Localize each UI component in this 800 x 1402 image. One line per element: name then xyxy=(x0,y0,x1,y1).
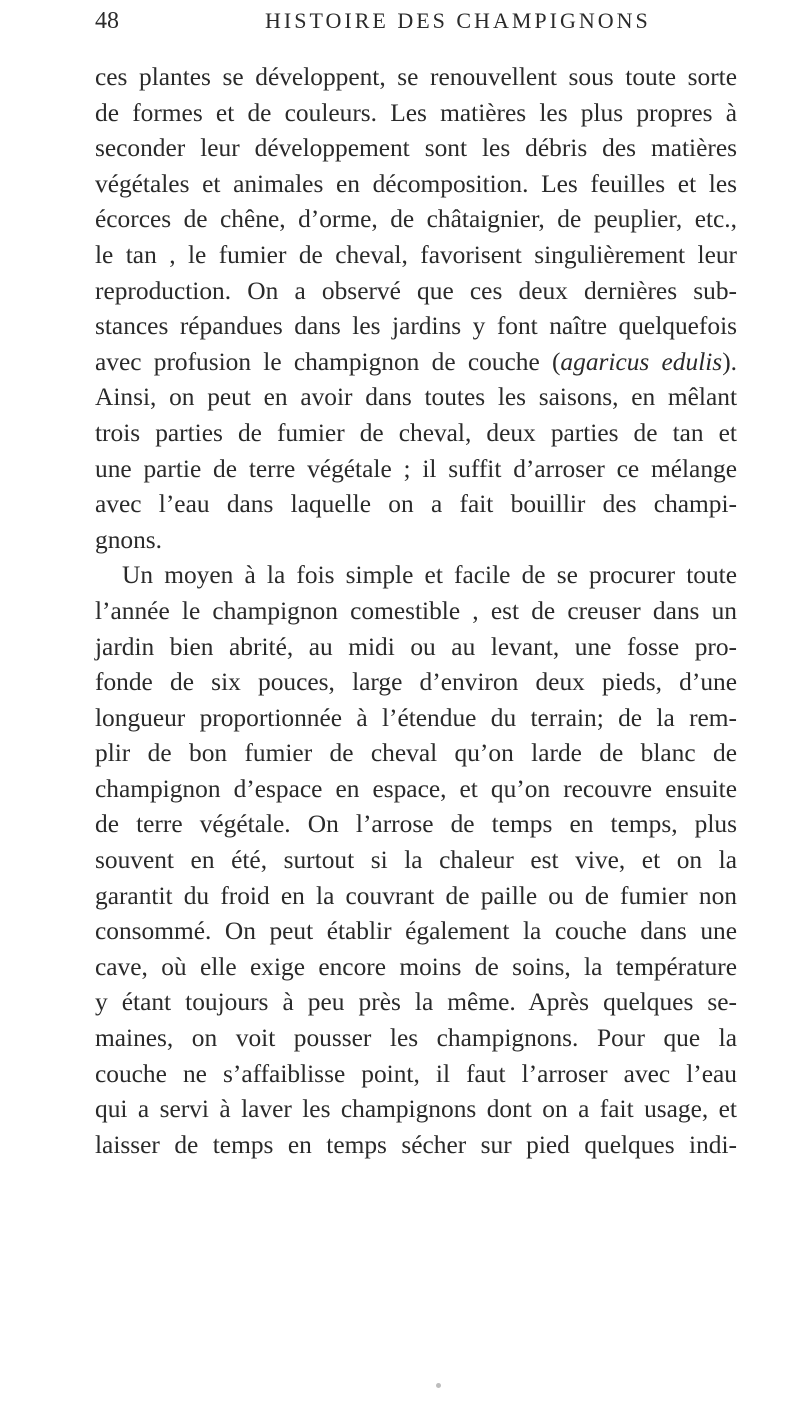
text-line: trois parties de fumier de cheval, deux parties de tan et xyxy=(95,418,737,447)
paragraph-start-line: Un moyen à la fois simple et facile de se procurer toute xyxy=(122,561,737,590)
text-line: le tan , le fumier de cheval, favorisent singulièrement leur xyxy=(95,240,737,269)
text-line: longueur proportionnée à l’étendue du terrain; de la rem- xyxy=(95,703,737,732)
text-line: stances répandues dans les jardins y font naître quelquefois xyxy=(95,312,737,341)
text-line: gnons. xyxy=(95,525,163,554)
text-line: couche ne s’affaiblisse point, il faut l’arroser avec l’eau xyxy=(95,1059,737,1088)
text-line-with-italic: avec profusion le champignon de couche (agaricus edulis). xyxy=(95,347,737,376)
text-line: consommé. On peut établir également la couche dans une xyxy=(95,917,737,946)
text-line: avec l’eau dans laquelle on a fait bouillir des champi- xyxy=(95,490,737,519)
page-header xyxy=(95,8,732,40)
running-title: HISTOIRE DES CHAMPIGNONS xyxy=(265,8,651,33)
text-line: souvent en été, surtout si la chaleur est vive, et on la xyxy=(95,846,737,875)
text-line: seconder leur développement sont les débris des matières xyxy=(95,134,737,163)
italic-species-name: agaricus edulis xyxy=(560,347,723,376)
text-line: végétales et animales en décomposition. Les feuilles et les xyxy=(95,169,737,198)
text-line: ces plantes se développent, se renouvellent sous toute sorte xyxy=(95,63,737,91)
text-line: fonde de six pouces, large d’environ deux pieds, d’une xyxy=(95,668,737,697)
text-line: écorces de chêne, d’orme, de châtaignier, de peuplier, etc., xyxy=(95,205,737,234)
body-text xyxy=(95,60,737,1163)
text-line: garantit du froid en la couvrant de paille ou de fumier non xyxy=(95,881,737,910)
text-line: de formes et de couleurs. Les matières les plus propres à xyxy=(95,98,737,127)
text-line: maines, on voit pousser les champignons. Pour que la xyxy=(95,1024,737,1053)
text-line: laisser de temps en temps sécher sur pied quelques indi- xyxy=(95,1130,737,1159)
text-line: cave, où elle exige encore moins de soins, la température xyxy=(95,952,737,981)
text-line: qui a servi à laver les champignons dont on a fait usage, et xyxy=(95,1095,737,1124)
text-line: plir de bon fumier de cheval qu’on larde de blanc de xyxy=(95,739,737,768)
text-line: une partie de terre végétale ; il suffit d’arroser ce mélange xyxy=(95,454,737,483)
text-line: de terre végétale. On l’arrose de temps en temps, plus xyxy=(95,810,737,839)
text-segment: avec profusion le champignon de couche xyxy=(95,347,540,376)
text-line: y étant toujours à peu près la même. Après quelques se- xyxy=(95,988,737,1017)
page-number: 48 xyxy=(95,8,119,34)
text-line: reproduction. On a observé que ces deux dernières sub- xyxy=(95,276,737,305)
text-line: champignon d’espace en espace, et qu’on recouvre ensuite xyxy=(95,774,737,803)
print-speck xyxy=(436,1383,441,1388)
text-line: jardin bien abrité, au midi ou au levant, une fosse pro- xyxy=(95,632,737,661)
text-line: Ainsi, on peut en avoir dans toutes les saisons, en mêlant xyxy=(95,383,737,412)
text-line: l’année le champignon comestible , est de creuser dans un xyxy=(95,596,737,625)
